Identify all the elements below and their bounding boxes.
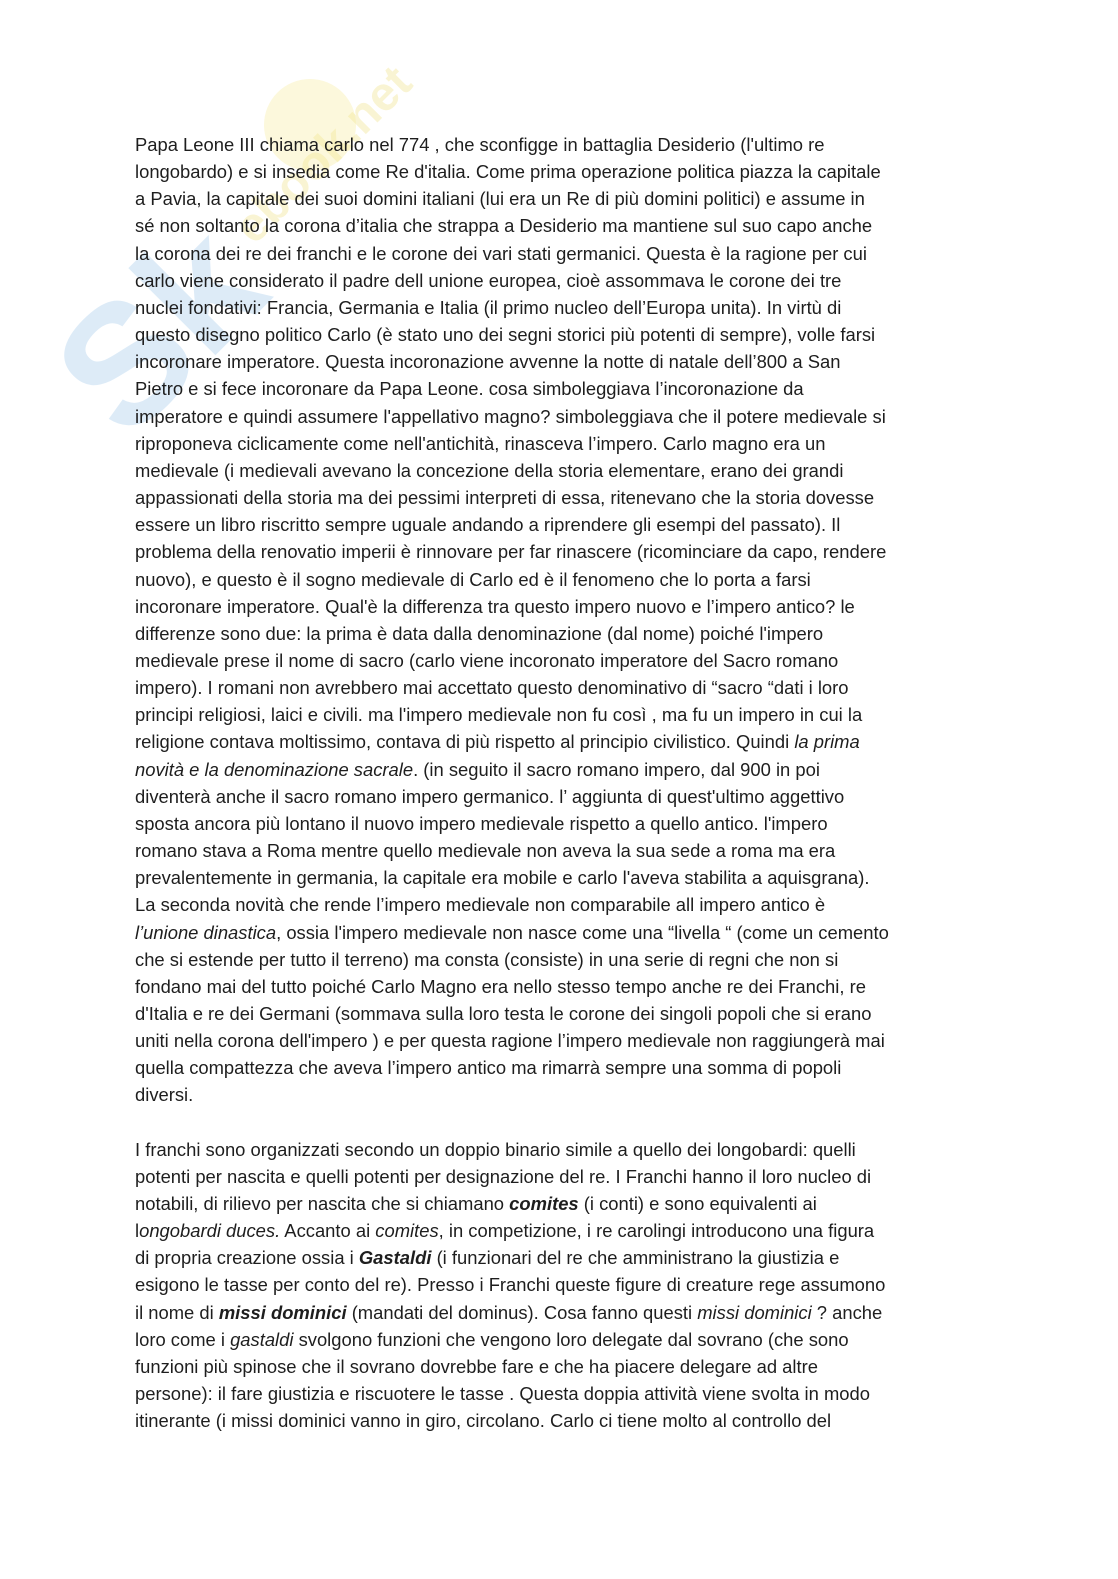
document-body <box>135 131 985 1434</box>
text-line: religione contava moltissimo, contava di più rispetto al principio civilistico. Quindi la prima <box>135 731 860 753</box>
text-line: quella compattezza che aveva l’impero antico ma rimarrà sempre una somma di popoli <box>135 1057 842 1079</box>
bold-italic-text: comites <box>509 1192 579 1214</box>
text-line: l’unione dinastica, ossia l'impero medievale non nasce come una “livella “ (come un cemento <box>135 921 889 943</box>
text-line: I franchi sono organizzati secondo un doppio binario simile a quello dei longobardi: quelli <box>135 1138 856 1160</box>
text-line: diversi. <box>135 1084 194 1106</box>
text-line: Pietro e si fece incoronare da Papa Leone. cosa simboleggiava l’incoronazione da <box>135 378 804 400</box>
italic-text: la prima <box>794 731 860 753</box>
text-line: a Pavia, la capitale dei suoi domini italiani (lui era un Re di più domini politici) e assume in <box>135 188 865 210</box>
text-line: essere un libro riscritto sempre uguale andando a riprendere gli esempi del passato). Il <box>135 514 841 536</box>
text-line: nuovo), e questo è il sogno medievale di Carlo ed è il fenomeno che lo porta a farsi <box>135 568 811 590</box>
text-line: d'Italia e re dei Germani (sommava sulla loro testa le corone dei singoli popoli che si erano <box>135 1003 872 1024</box>
text-line: incoronare imperatore. Qual'è la differenza tra questo impero nuovo e l’impero antico? le <box>135 595 855 617</box>
bold-italic-text: Gastaldi <box>358 1247 432 1269</box>
text-line: diventerà anche il sacro romano impero germanico. l’ aggiunta di quest'ultimo aggettivo <box>135 785 845 807</box>
text-line: potenti per nascita e quelli potenti per designazione del re. I Franchi hanno il loro nucleo di <box>135 1165 872 1187</box>
text-line: questo disegno politico Carlo (è stato uno dei segni storici più potenti di sempre), volle farsi <box>135 324 876 346</box>
watermark-text-big: Sk <box>18 188 301 471</box>
italic-text: l’unione dinastica <box>135 921 277 943</box>
text-line: imperatore e quindi assumere l'appellativo magno? simboleggiava che il potere medievale si <box>135 405 886 427</box>
text-line: La seconda novità che rende l’impero medievale non comparabile all impero antico è <box>135 894 826 916</box>
paragraph <box>135 1136 985 1435</box>
italic-text: gastaldi <box>230 1328 294 1350</box>
text-line: funzioni più spinose che il sovrano dovrebbe fare e che ha piacere delegare ad altre <box>135 1355 818 1377</box>
text-line: nuclei fondativi: Francia, Germania e Italia (il primo nucleo dell’Europa unita). In virtù di <box>135 296 842 318</box>
text-line: carlo viene considerato il padre dell unione europea, cioè assommava le corone dei tre <box>135 269 842 291</box>
text-line: Papa Leone III chiama carlo nel 774 , che sconfigge in battaglia Desiderio (l'ultimo re <box>135 134 825 155</box>
text-line: impero). I romani non avrebbero mai accettato questo denominativo di “sacro “dati i loro <box>135 677 849 699</box>
text-line: sé non soltanto la corona d’italia che strappa a Desiderio ma mantiene sul suo capo anche <box>135 215 873 237</box>
text-line: uniti nella corona dell'impero ) e per questa ragione l’impero medievale non raggiungerà mai <box>135 1030 885 1052</box>
paragraph <box>135 131 985 1109</box>
text-line: medievale prese il nome di sacro (carlo viene incoronato imperatore del Sacro romano <box>135 649 839 671</box>
italic-text: novità e la denominazione sacrale <box>135 758 414 780</box>
text-line: riproponeva ciclicamente come nell'antichità, rinasceva l’impero. Carlo magno era un <box>135 432 826 454</box>
text-line: novità e la denominazione sacrale. (in seguito il sacro romano impero, dal 900 in poi <box>135 758 820 780</box>
text-line: la corona dei re dei franchi e le corone dei vari stati germanici. Questa è la ragione per cui <box>135 242 867 264</box>
italic-text: missi dominici <box>697 1301 812 1323</box>
italic-text: ongobardi duces. <box>139 1220 281 1242</box>
text-line: esigono le tasse per conto del re). Presso i Franchi queste figure di creature rege assumono <box>135 1274 886 1296</box>
watermark-text-small: ebook.net <box>224 55 423 254</box>
text-line: di propria creazione ossia i Gastaldi (i funzionari del re che amministrano la giustizia e <box>135 1247 840 1269</box>
text-line: differenze sono due: la prima è data dalla denominazione (dal nome) poiché l'impero <box>135 622 824 644</box>
text-line: fondano mai del tutto poiché Carlo Magno era nello stesso tempo anche re dei Franchi, re <box>135 975 866 997</box>
text-line: il nome di missi dominici (mandati del dominus). Cosa fanno questi missi dominici ? anche <box>135 1301 883 1323</box>
text-line: loro come i gastaldi svolgono funzioni che vengono loro delegate dal sovrano (che sono <box>135 1328 849 1350</box>
text-line: sposta ancora più lontano il nuovo impero medievale rispetto a quello antico. l'impero <box>135 812 828 834</box>
text-line: appassionati della storia ma dei pessimi interpreti di essa, ritenevano che la storia dovesse <box>135 487 875 509</box>
text-line: medievale (i medievali avevano la concezione della storia elementare, erano dei grandi <box>135 459 844 481</box>
text-line: notabili, di rilievo per nascita che si chiamano comites (i conti) e sono equivalenti ai <box>135 1192 817 1214</box>
bold-italic-text: missi dominici <box>218 1301 347 1323</box>
text-line: problema della renovatio imperii è rinnovare per far rinascere (ricominciare da capo, rendere <box>135 541 887 563</box>
italic-text: comites <box>375 1220 439 1242</box>
text-line: longobardo) e si insedia come Re d'italia. Come prima operazione politica piazza la capitale <box>135 161 881 183</box>
text-line: longobardi duces. Accanto ai comites, in competizione, i re carolingi introducono una figura <box>135 1220 875 1242</box>
text-line: principi religiosi, laici e civili. ma l'impero medievale non fu così , ma fu un impero in cui la <box>135 704 863 726</box>
text-line: itinerante (i missi dominici vanno in giro, circolano. Carlo ci tiene molto al controllo del <box>135 1410 832 1432</box>
text-line: persone): il fare giustizia e riscuotere le tasse . Questa doppia attività viene svolta in modo <box>135 1383 870 1405</box>
text-line: incoronare imperatore. Questa incoronazione avvenne la notte di natale dell’800 a San <box>135 351 841 373</box>
text-line: romano stava a Roma mentre quello medievale non aveva la sua sede a roma ma era <box>135 840 836 862</box>
text-line: prevalentemente in germania, la capitale era mobile e carlo l'aveva stabilita a aquisgrana). <box>135 867 870 889</box>
text-line: che si estende per tutto il terreno) ma consta (consiste) in una serie di regni che non si <box>135 948 839 970</box>
